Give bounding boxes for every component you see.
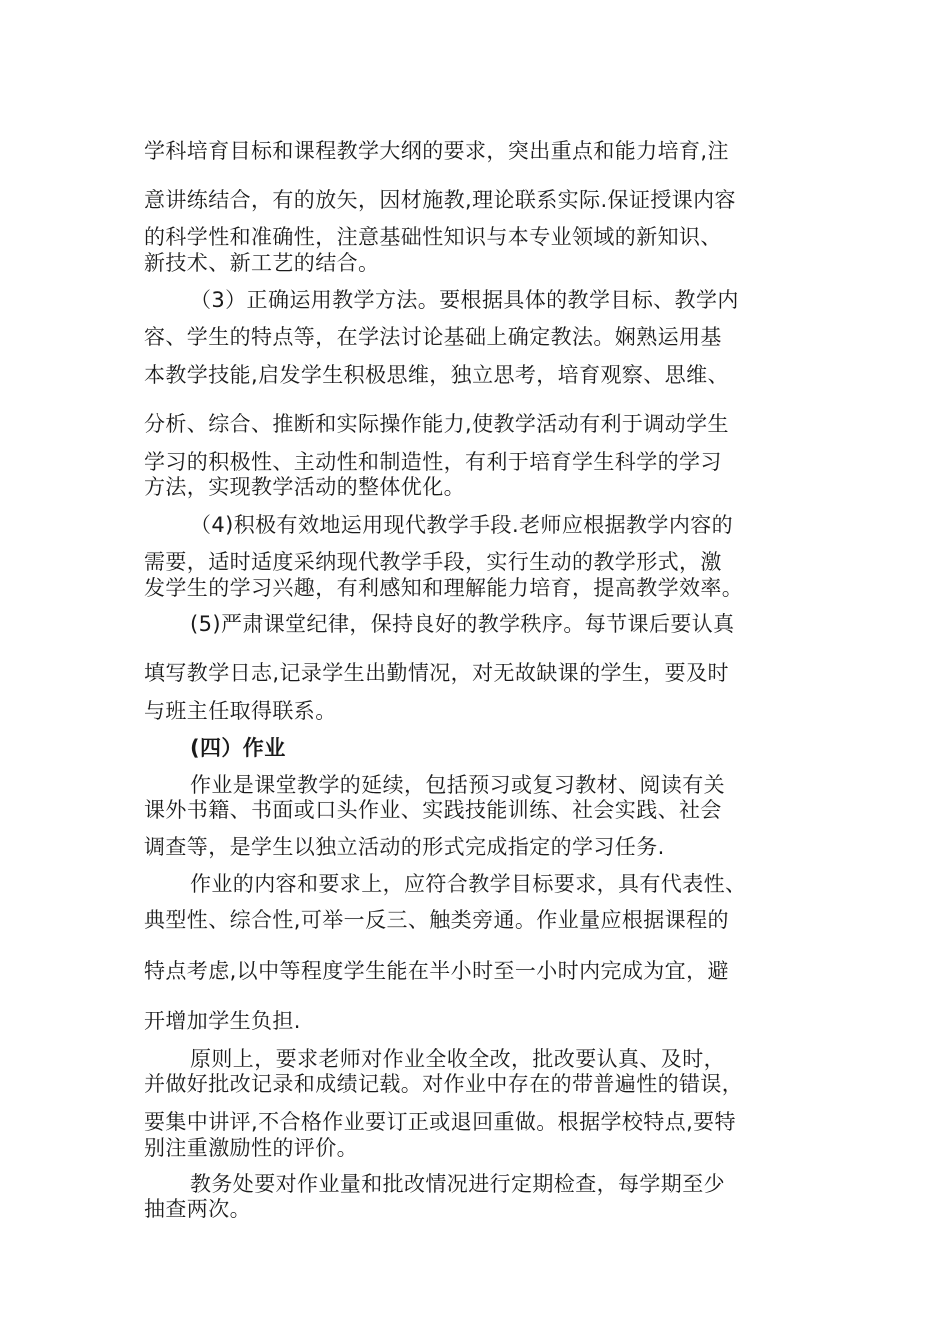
text-line: 分析、综合、推断和实际操作能力,使教学活动有利于调动学生	[144, 412, 729, 436]
text-line: 的科学性和准确性，注意基础性知识与本专业领域的新知识、	[144, 225, 722, 249]
text-line: 需要，适时适度采纳现代教学手段，实行生动的教学形式，激	[144, 550, 722, 574]
text-line: 学科培育目标和课程教学大纲的要求，突出重点和能力培育,注	[144, 139, 729, 163]
text-line: 特点考虑,以中等程度学生能在半小时至一小时内完成为宜，避	[144, 959, 729, 983]
text-line: 开增加学生负担.	[144, 1009, 301, 1033]
text-line: 抽查两次。	[144, 1197, 251, 1221]
text-line: 要集中讲评,不合格作业要订正或退回重做。根据学校特点,要特	[144, 1110, 736, 1134]
text-line: 教务处要对作业量和批改情况进行定期检查，每学期至少	[190, 1172, 725, 1196]
text-line: 课外书籍、书面或口头作业、实践技能训练、社会实践、社会	[144, 798, 722, 822]
text-line: 填写教学日志,记录学生出勤情况，对无故缺课的学生，要及时	[144, 661, 729, 685]
text-line: 作业的内容和要求上，应符合教学目标要求，具有代表性、	[190, 872, 747, 896]
text-line: (5)严肃课堂纪律，保持良好的教学秩序。每节课后要认真	[190, 612, 735, 636]
text-line: 学习的积极性、主动性和制造性，有利于培育学生科学的学习	[144, 450, 722, 474]
text-line: 原则上，要求老师对作业全收全改，批改要认真、及时，	[190, 1047, 725, 1071]
text-line: （3）正确运用教学方法。要根据具体的教学目标、教学内	[190, 288, 739, 312]
text-line: 意讲练结合，有的放矢，因材施教,理论联系实际.保证授课内容	[144, 188, 736, 212]
text-line: 别注重激励性的评价。	[144, 1136, 358, 1160]
section-heading: (四）作业	[190, 736, 286, 760]
text-line: （4)积极有效地运用现代教学手段.老师应根据教学内容的	[190, 513, 734, 537]
text-line: 与班主任取得联系。	[144, 699, 337, 723]
text-line: 方法，实现教学活动的整体优化。	[144, 475, 465, 499]
text-line: 新技术、新工艺的结合。	[144, 251, 380, 275]
text-line: 容、学生的特点等，在学法讨论基础上确定教法。娴熟运用基	[144, 325, 722, 349]
text-line: 作业是课堂教学的延续，包括预习或复习教材、阅读有关	[190, 773, 725, 797]
text-line: 调查等，是学生以独立活动的形式完成指定的学习任务.	[144, 835, 665, 859]
text-line: 并做好批改记录和成绩记载。对作业中存在的带普遍性的错误，	[144, 1072, 744, 1096]
text-line: 发学生的学习兴趣，有利感知和理解能力培育，提高教学效率。	[144, 576, 744, 600]
text-line: 本教学技能,启发学生积极思维，独立思考，培育观察、思维、	[144, 363, 729, 387]
text-line: 典型性、综合性,可举一反三、触类旁通。作业量应根据课程的	[144, 908, 729, 932]
